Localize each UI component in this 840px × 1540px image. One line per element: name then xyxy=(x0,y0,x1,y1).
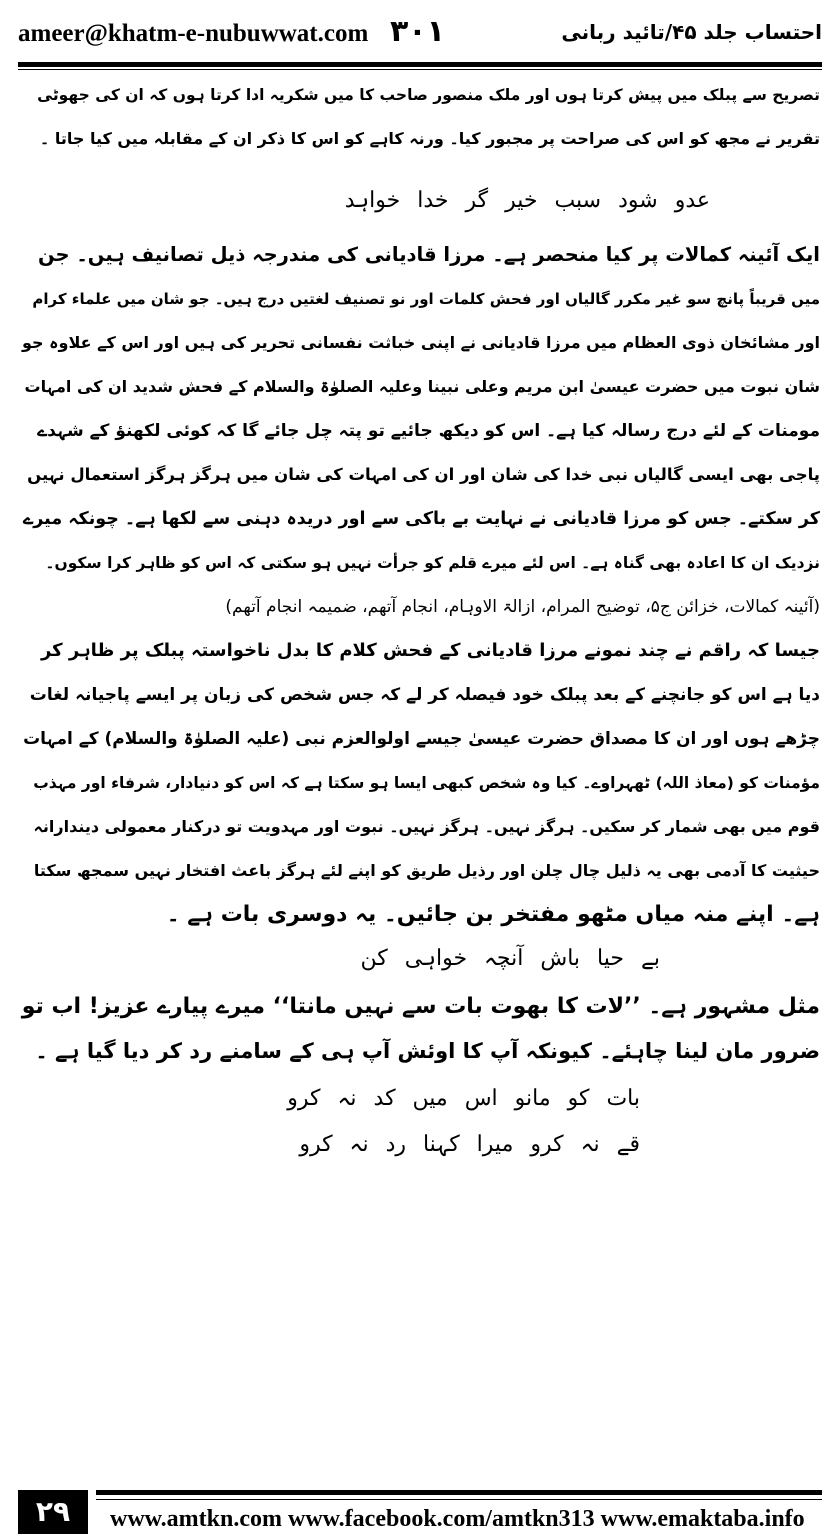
footer-links: www.amtkn.com www.facebook.com/amtkn313 www.emaktaba.info xyxy=(110,1506,805,1532)
text-line: مومنات کے لئے درج رسالہ کیا ہے۔ اس کو دیکھ جائیے تو پتہ چل جائے گا کہ کوئی لکھنؤ کے شہدے xyxy=(37,421,820,441)
footer-rule xyxy=(96,1490,822,1495)
text-line: حیثیت کا آدمی بھی یہ ذلیل چال چلن اور رذیل طریق کو اپنے لئے ہرگز باعث افتخار نہیں سمجھ سکتا xyxy=(33,861,820,880)
header-email: ameer@khatm-e-nubuwwat.com xyxy=(18,20,369,47)
text-line: تقریر نے مجھ کو اس کی صراحت پر مجبور کیا۔ ورنہ کاہے کو اس کا ذکر ان کے مقابلہ میں کیا جاتا ۔ xyxy=(39,129,820,148)
text-line: جیسا کہ راقم نے چند نمونے مرزا قادیانی کے فحش کلام کا بدل ناخواستہ پبلک پر ظاہر کر xyxy=(40,640,820,661)
text-line: ہے۔ اپنے منہ میاں مٹھو مفتخر بن جائیں۔ یہ دوسری بات ہے ۔ xyxy=(166,902,820,927)
header-book-title: احتساب جلد ۴۵/تائید ربانی xyxy=(561,20,822,44)
persian-verse: قے نہ کرو میرا کہنا رد نہ کرو xyxy=(299,1132,640,1157)
text-line: مؤمنات کو (معاذ اللہ) ٹھہراوے۔ کیا وہ شخص کبھی ایسا ہو سکتا ہے کہ اس کو دنیادار، شرفاء اور مہذب xyxy=(33,774,820,792)
text-line: دیا ہے اس کو جانچنے کے بعد پبلک خود فیصلہ کر لے کہ جس شخص کی زبان پر ایسے پاجیانہ لغات xyxy=(29,685,820,705)
persian-verse: بے حیا باش آنچہ خواہی کن xyxy=(360,946,660,971)
text-line: نزدیک ان کا اعادہ بھی گناہ ہے۔ اس لئے میرے قلم کو جرأت نہیں ہو سکتی کہ اس کو ظاہر کرا سکوں۔ xyxy=(45,554,820,572)
text-line: تصریح سے پبلک میں پیش کرتا ہوں اور ملک منصور صاحب کا میں شکریہ ادا کرتا ہوں کہ ان کی جھوٹی xyxy=(37,86,820,104)
text-line: پاجی بھی ایسی گالیاں نبی خدا کی شان اور ان کی امہات کی شان میں ہرگز ہرگز استعمال نہیں xyxy=(27,465,820,484)
text-line: میں قریباً پانچ سو غیر مکرر گالیاں اور فحش کلمات اور نو تصنیف لغتیں درج ہیں۔ جو شان میں علماء کرام xyxy=(32,290,820,308)
reference-citation: (آئینہ کمالات، خزائن ج۵، توضیح المرام، ازالۃ الاوہام، انجام آتھم، ضمیمہ انجام آتھم) xyxy=(225,597,820,617)
text-line: اور مشائخان ذوی العظام میں مرزا قادیانی نے اپنی خباثت نفسانی تحریر کی ہیں اور اس کے علاوہ جو xyxy=(22,333,820,352)
footer-page-number: ۲۹ xyxy=(18,1490,88,1534)
text-line: شان نبوت میں حضرت عیسیٰ ابن مریم وعلی نبینا وعلیہ الصلوٰۃ والسلام کے فحش شدید ان کی امہات xyxy=(24,377,820,396)
page-header xyxy=(18,14,822,60)
footer-rule-thin xyxy=(96,1499,822,1500)
text-line: کر سکتے۔ جس کو مرزا قادیانی نے نہایت بے باکی سے اور دریدہ دہنی سے لکھا ہے۔ چونکہ میرے xyxy=(23,509,820,529)
text-line: ایک آئینہ کمالات پر کیا منحصر ہے۔ مرزا قادیانی کی مندرجہ ذیل تصانیف ہیں۔ جن xyxy=(37,243,820,266)
persian-verse: بات کو مانو اس میں کد نہ کرو xyxy=(287,1086,640,1111)
text-line: ضرور مان لینا چاہئے۔ کیونکہ آپ کا اوئش آپ ہی کے سامنے رد کر دیا گیا ہے ۔ xyxy=(35,1039,820,1063)
text-line: قوم میں بھی شمار کر سکیں۔ ہرگز نہیں۔ ہرگز نہیں۔ نبوت اور مہدویت تو درکنار معمولی دیندارانہ xyxy=(33,817,820,836)
header-rule xyxy=(18,62,822,67)
persian-verse: عدو شود سبب خیر گر خدا خواہد xyxy=(344,188,710,213)
header-page-number: ۳۰۱ xyxy=(390,14,445,49)
text-line: چڑھے ہوں اور ان کا مصداق حضرت عیسیٰ جیسے اولوالعزم نبی (علیہ الصلوٰۃ والسلام) کے امہات xyxy=(23,729,820,749)
text-line: مثل مشہور ہے۔ ’’لات کا بھوت بات سے نہیں مانتا‘‘ میرے پیارے عزیز! اب تو xyxy=(21,994,820,1019)
